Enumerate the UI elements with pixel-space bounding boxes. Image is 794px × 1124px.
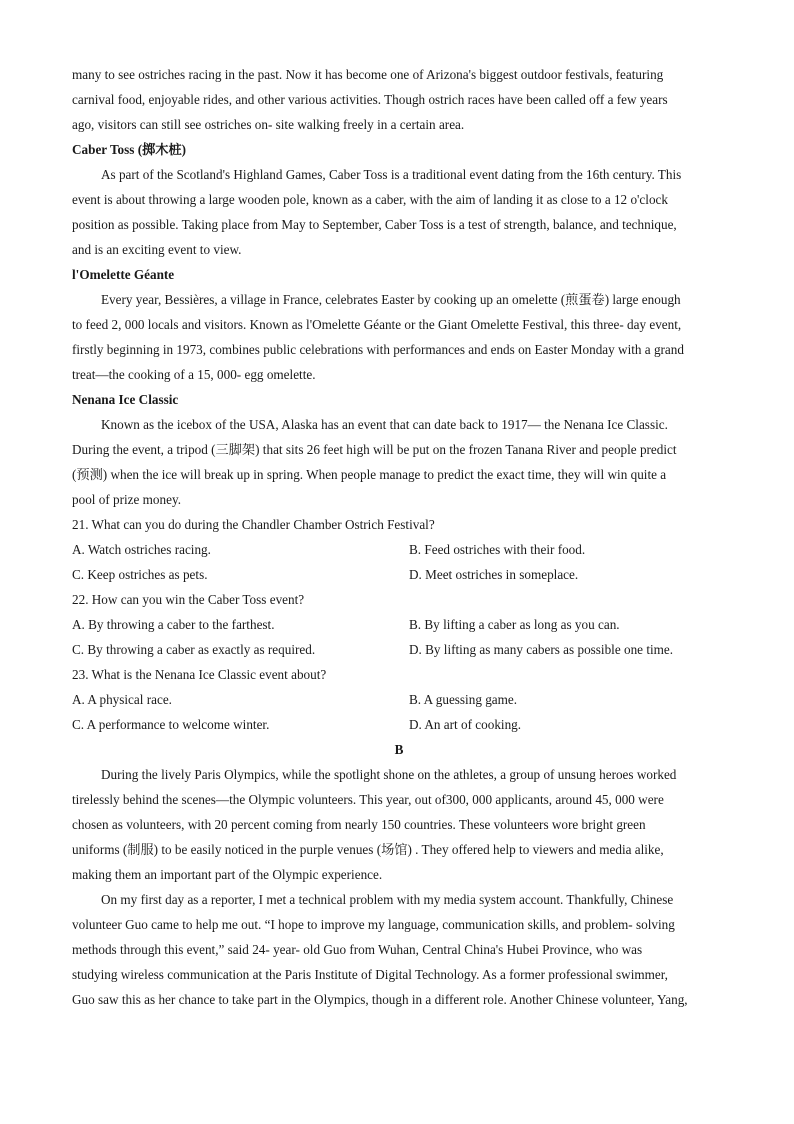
text-line: position as possible. Taking place from May to September, Caber Toss is a test of strength, balance, and technique, bbox=[72, 217, 677, 232]
option-row bbox=[72, 537, 726, 562]
text-line: uniforms (制服) to be easily noticed in the purple venues (场馆) . They offered help to viewers and media alike, bbox=[72, 842, 664, 857]
text-line: making them an important part of the Olympic experience. bbox=[72, 867, 383, 882]
option-row bbox=[72, 687, 726, 712]
nenana-heading: Nenana Ice Classic bbox=[72, 392, 179, 407]
omelette-heading: l'Omelette Géante bbox=[72, 267, 175, 282]
option-c: C. Keep ostriches as pets. bbox=[72, 567, 208, 582]
question-stem: 21. What can you do during the Chandler Chamber Ostrich Festival? bbox=[72, 517, 435, 532]
option-row bbox=[72, 712, 726, 737]
option-a: A. Watch ostriches racing. bbox=[72, 542, 211, 557]
question-22 bbox=[72, 587, 726, 662]
option-row bbox=[72, 637, 726, 662]
text-line: On my first day as a reporter, I met a technical problem with my media system account. Thankfully, Chinese bbox=[101, 892, 674, 907]
text-line: many to see ostriches racing in the past. Now it has become one of Arizona's biggest outdoor festivals, featuring bbox=[72, 67, 664, 82]
text-line: (预测) when the ice will break up in spring. When people manage to predict the exact time, they will win quite a bbox=[72, 467, 667, 482]
text-line: studying wireless communication at the Paris Institute of Digital Technology. As a former professional swimmer, bbox=[72, 967, 668, 982]
option-d: D. Meet ostriches in someplace. bbox=[409, 567, 579, 582]
text-line: Known as the icebox of the USA, Alaska has an event that can date back to 1917— the Nenana Ice Classic. bbox=[101, 417, 668, 432]
caber-toss-paragraph bbox=[72, 162, 726, 262]
option-a: A. A physical race. bbox=[72, 692, 172, 707]
section-b-title: B bbox=[394, 742, 404, 757]
passage-b-paragraph-1 bbox=[72, 762, 726, 887]
text-line: methods through this event,” said 24- year- old Guo from Wuhan, Central China's Hubei Province, who was bbox=[72, 942, 643, 957]
option-row bbox=[72, 562, 726, 587]
text-line: Guo saw this as her chance to take part in the Olympics, though in a different role. Another Chinese volunteer, Yang, bbox=[72, 992, 688, 1007]
option-d: D. By lifting as many cabers as possible one time. bbox=[409, 642, 674, 657]
text-line: ago, visitors can still see ostriches on- site walking freely in a certain area. bbox=[72, 117, 465, 132]
text-line: Every year, Bessières, a village in France, celebrates Easter by cooking up an omelette (煎蛋卷) large enough bbox=[101, 292, 681, 307]
caber-toss-heading: Caber Toss (掷木桩) bbox=[72, 142, 187, 157]
text-line: pool of prize money. bbox=[72, 492, 182, 507]
omelette-paragraph bbox=[72, 287, 726, 387]
text-line: event is about throwing a large wooden pole, known as a caber, with the aim of landing it as close to a 12 o'clock bbox=[72, 192, 668, 207]
question-23 bbox=[72, 662, 726, 737]
option-row bbox=[72, 612, 726, 637]
text-line: firstly beginning in 1973, combines public celebrations with performances and ends on Easter Monday with a grand bbox=[72, 342, 684, 357]
passage-b-paragraph-2 bbox=[72, 887, 726, 1012]
text-line: As part of the Scotland's Highland Games, Caber Toss is a traditional event dating from the 16th century. This bbox=[101, 167, 682, 182]
option-c: C. By throwing a caber as exactly as required. bbox=[72, 642, 316, 657]
text-line: During the event, a tripod (三脚架) that sits 26 feet high will be put on the frozen Tanana River and people predict bbox=[72, 442, 677, 457]
option-a: A. By throwing a caber to the farthest. bbox=[72, 617, 275, 632]
option-d: D. An art of cooking. bbox=[409, 717, 522, 732]
text-line: During the lively Paris Olympics, while the spotlight shone on the athletes, a group of unsung heroes worked bbox=[101, 767, 677, 782]
text-line: treat—the cooking of a 15, 000- egg omelette. bbox=[72, 367, 316, 382]
text-line: volunteer Guo came to help me out. “I hope to improve my language, communication skills, and problem- solving bbox=[72, 917, 675, 932]
option-b: B. Feed ostriches with their food. bbox=[409, 542, 586, 557]
ostrich-festival-paragraph bbox=[72, 62, 726, 137]
text-line: chosen as volunteers, with 20 percent coming from nearly 150 countries. These volunteers wore bright green bbox=[72, 817, 646, 832]
text-line: and is an exciting event to view. bbox=[72, 242, 242, 257]
question-stem: 22. How can you win the Caber Toss event? bbox=[72, 592, 305, 607]
text-line: to feed 2, 000 locals and visitors. Known as l'Omelette Géante or the Giant Omelette Festival, this three- day event, bbox=[72, 317, 682, 332]
option-c: C. A performance to welcome winter. bbox=[72, 717, 270, 732]
question-stem: 23. What is the Nenana Ice Classic event about? bbox=[72, 667, 327, 682]
option-b: B. A guessing game. bbox=[409, 692, 518, 707]
nenana-paragraph bbox=[72, 412, 726, 512]
text-line: carnival food, enjoyable rides, and other various activities. Though ostrich races have been called off a few years bbox=[72, 92, 668, 107]
option-b: B. By lifting a caber as long as you can. bbox=[409, 617, 620, 632]
question-21 bbox=[72, 512, 726, 587]
document-content bbox=[72, 0, 726, 1012]
text-line: tirelessly behind the scenes—the Olympic volunteers. This year, out of300, 000 applicants, around 45, 000 were bbox=[72, 792, 664, 807]
